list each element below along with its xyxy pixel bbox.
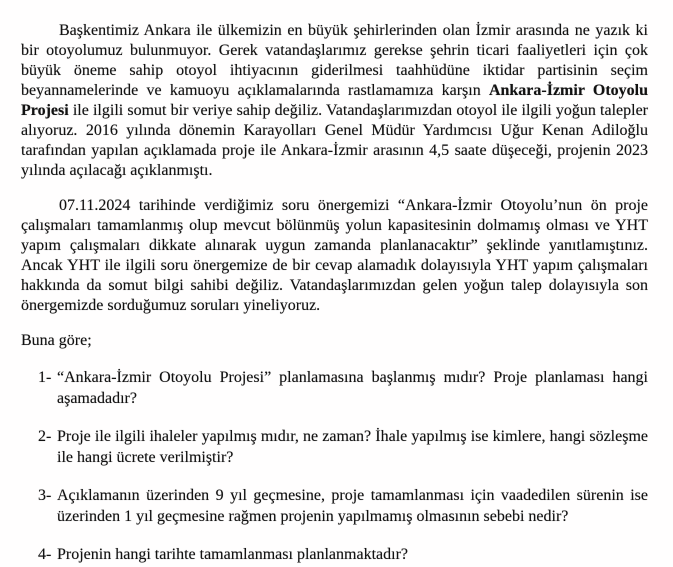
question-3-text: Açıklamanın üzerinden 9 yıl geçmesine, proje tamamlanması için vaadedilen sürenin ise üzerinden 1 yıl geçmesine rağmen projenin yapılmamış olmasının sebebi nedir?: [57, 487, 648, 525]
question-item-3: [21, 485, 648, 527]
question-3-number: 3-: [38, 487, 52, 504]
question-item-2: [21, 426, 648, 468]
question-1-text: “Ankara-İzmir Otoyolu Projesi” planlamasına başlanmış mıdır? Proje planlaması hangi aşamadadır?: [57, 369, 648, 407]
project-name-bold: Ankara-İzmir Otoyolu Projesi: [21, 82, 648, 119]
question-item-1: [21, 367, 648, 409]
question-list: [21, 367, 648, 565]
question-1-number: 1-: [38, 369, 52, 386]
paragraph-previous-motion-response: 07.11.2024 tarihinde verdiğimiz soru önergemizi “Ankara-İzmir Otoyolu’nun ön proje çalışmaları tamamlanmış olup mevcut bölünmüş yolun kapasitesinin dolmamış olması ve YHT yapım çalışmaları dikkate alınarak uygun zamanda planlanacaktır” şeklinde yanıtlamıştınız. Ancak YHT ile ilgili soru önergemize de bir cevap alamadık dolayısıyla YHT yapım çalışmaları hakkında da somut bilgi sahibi değiliz. Vatandaşlarımızdan gelen yoğun talep dolayısıyla son önergemizde sorduğumuz soruları yineliyoruz.: [21, 197, 648, 314]
question-item-4: [21, 544, 648, 565]
paragraph-project-background: [21, 21, 648, 181]
lead-in-line: Buna göre;: [21, 332, 92, 349]
question-2-number: 2-: [38, 428, 52, 445]
paragraph-text-before-bold: Başkentimiz Ankara ile ülkemizin en büyük şehirlerinden olan İzmir arasında ne yazık ki bir otoyolumuz bulunmuyor. Gerek vatandaşlarımız gerekse şehrin ticari faaliyetleri için çok büyük öneme sahip otoyol ihtiyacının giderilmesi taahhüdüne iktidar partisinin seçim beyannamelerinde ve kamuoyu açıklamalarında rastlamamıza karşın: [21, 22, 648, 99]
question-4-text: Projenin hangi tarihte tamamlanması planlanmaktadır?: [57, 546, 408, 563]
question-2-text: Proje ile ilgili ihaleler yapılmış mıdır, ne zaman? İhale yapılmış ise kimlere, hangi sözleşme ile hangi ücrete verilmiştir?: [57, 428, 648, 466]
paragraph-text-after-bold: ile ilgili somut bir veriye sahip değiliz. Vatandaşlarımızdan otoyol ile ilgili yoğun talepler alıyoruz. 2016 yılında dönemin Karayolları Genel Müdür Yardımcısı Uğur Kenan Adiloğlu tarafından yapılan açıklamada proje ile Ankara-İzmir arasının 4,5 saate düşeceği, projenin 2023 yılında açılacağı açıklanmıştı.: [21, 102, 648, 179]
question-4-number: 4-: [38, 546, 52, 563]
